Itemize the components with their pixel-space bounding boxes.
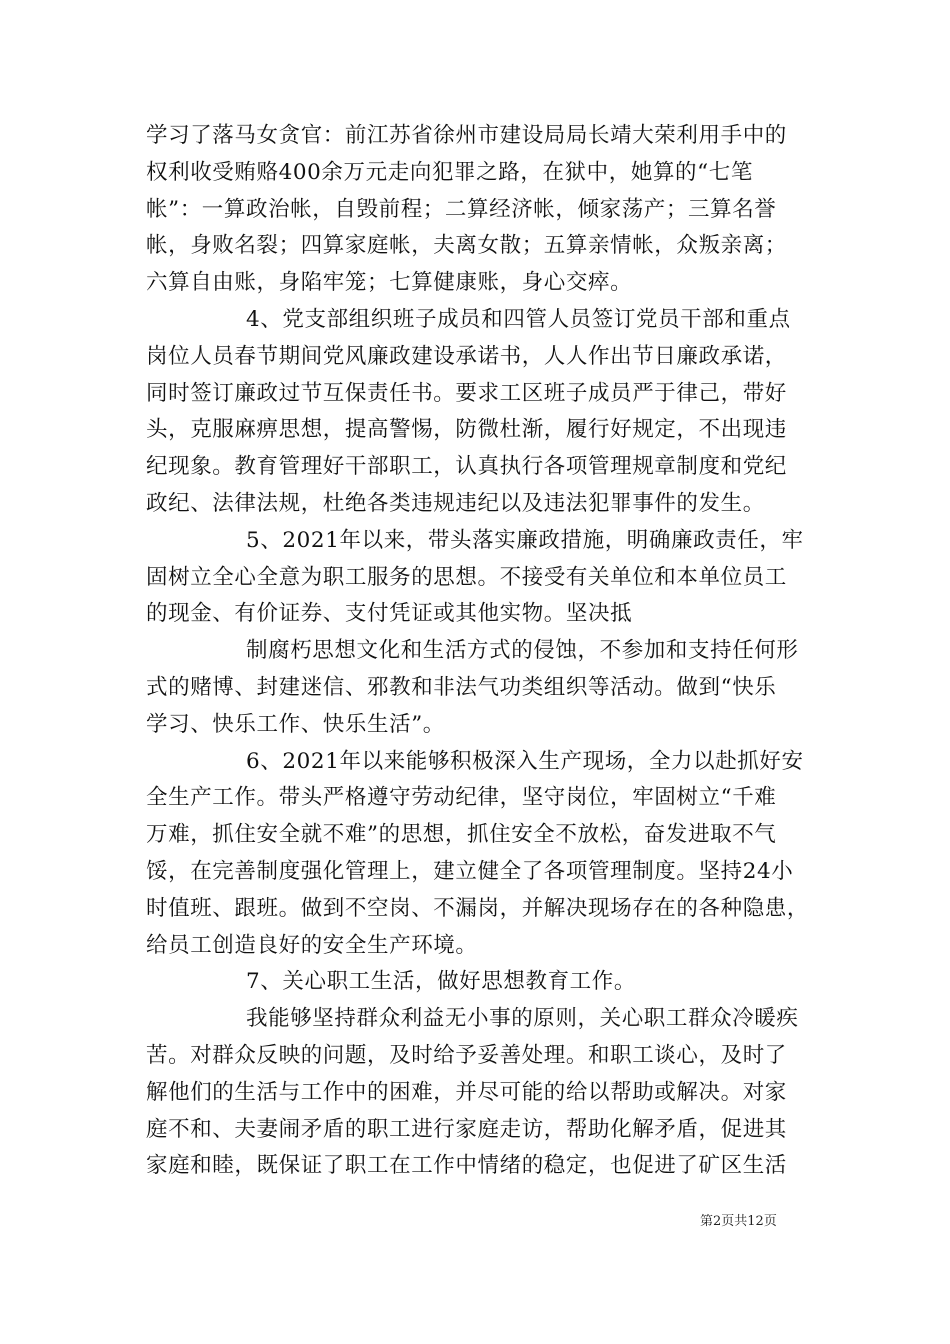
text-line: 帐”：一算政治帐，自毁前程；二算经济帐，倾家荡产；三算名誉: [146, 196, 777, 222]
text-line: 时值班、跟班。做到不空岗、不漏岗，并解决现场存在的各种隐患，: [146, 895, 810, 921]
text-line: 岗位人员春节期间党风廉政建设承诺书，人人作出节日廉政承诺，: [146, 343, 787, 369]
text-line: 纪现象。教育管理好干部职工，认真执行各项管理规章制度和党纪: [146, 454, 787, 480]
paragraph-item-5-continued: [146, 633, 816, 743]
document-body: [146, 118, 816, 1185]
text-line: 4、党支部组织班子成员和四管人员签订党员干部和重点: [246, 306, 791, 332]
text-line: 馁，在完善制度强化管理上，建立健全了各项管理制度。坚持24小: [146, 858, 794, 884]
paragraph-item-7-body: [146, 1001, 816, 1185]
text-line: 同时签订廉政过节互保责任书。要求工区班子成员严于律己，带好: [146, 380, 787, 406]
text-line: 5、2021年以来，带头落实廉政措施，明确廉政责任，牢: [246, 527, 804, 553]
text-line: 学习了落马女贪官：前江苏省徐州市建设局局长靖大荣利用手中的: [146, 123, 787, 148]
text-line: 权利收受贿赂400余万元走向犯罪之路，在狱中，她算的“七笔: [146, 159, 753, 185]
text-line: 给员工创造良好的安全生产环境。: [146, 932, 478, 958]
text-line: 万难，抓住安全就不难”的思想，抓住安全不放松，奋发进取不气: [146, 822, 777, 848]
text-line: 六算自由账，身陷牢笼；七算健康账，身心交瘁。: [146, 270, 633, 296]
text-line: 固树立全心全意为职工服务的思想。不接受有关单位和本单位员工: [146, 564, 787, 590]
text-line: 学习、快乐工作、快乐生活”。: [146, 711, 445, 737]
page-number-footer: 第2页共12页: [700, 1214, 777, 1229]
text-line: 政纪、法律法规，杜绝各类违规违纪以及违法犯罪事件的发生。: [146, 490, 765, 516]
text-line: 帐，身败名裂；四算家庭帐，夫离女散；五算亲情帐，众叛亲离；: [146, 233, 787, 259]
paragraph-1: [146, 118, 816, 302]
text-line: 头，克服麻痹思想，提高警惕，防微杜渐，履行好规定，不出现违: [146, 417, 787, 443]
text-line: 制腐朽思想文化和生活方式的侵蚀，不参加和支持任何形: [246, 638, 799, 664]
text-line: 7、关心职工生活，做好思想教育工作。: [246, 969, 636, 995]
text-line: 庭不和、夫妻闹矛盾的职工进行家庭走访，帮助化解矛盾，促进其: [146, 1116, 787, 1142]
text-line: 式的赌博、封建迷信、邪教和非法气功类组织等活动。做到“快乐: [146, 674, 777, 700]
text-line: 解他们的生活与工作中的困难，并尽可能的给以帮助或解决。对家: [146, 1079, 787, 1105]
text-line: 的现金、有价证券、支付凭证或其他实物。坚决抵: [146, 601, 633, 627]
paragraph-item-5: [146, 523, 816, 633]
paragraph-item-6: [146, 744, 816, 965]
text-line: 家庭和睦，既保证了职工在工作中情绪的稳定，也促进了矿区生活: [146, 1153, 787, 1179]
paragraph-item-4: [146, 302, 816, 523]
paragraph-item-7-heading: [146, 964, 816, 1001]
text-line: 我能够坚持群众利益无小事的原则，关心职工群众冷暖疾: [246, 1006, 799, 1032]
text-line: 全生产工作。带头严格遵守劳动纪律，坚守岗位，牢固树立“千难: [146, 785, 777, 811]
text-line: 6、2021年以来能够积极深入生产现场，全力以赴抓好安: [246, 748, 804, 774]
text-line: 苦。对群众反映的问题，及时给予妥善处理。和职工谈心，及时了: [146, 1042, 787, 1068]
